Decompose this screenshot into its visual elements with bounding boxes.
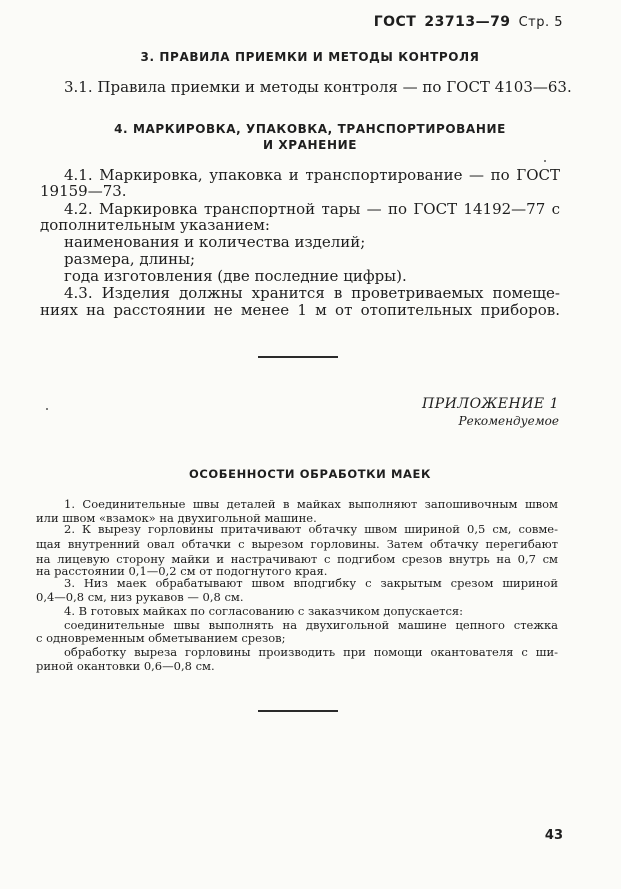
para-4-2-line2: дополнительным указанием: [40, 216, 270, 234]
appendix-note: Рекомендуемое [458, 414, 559, 428]
para-4-2-item1: наименования и количества изделий; [64, 233, 366, 251]
para-4-2-line1: 4.2. Маркировка транспортной тары — по ГОСТ 14192—77 с [64, 200, 560, 218]
para-4-1-line2: 19159—73. [40, 182, 127, 200]
para-4-2-item3: года изготовления (две последние цифры). [64, 267, 407, 285]
appendix-title: ОСОБЕННОСТИ ОБРАБОТКИ МАЕК [188, 467, 432, 481]
appendix-line: соединительные швы выполнять на двухигольной машине цепного стежка [64, 618, 558, 632]
appendix-line: 1. Соединительные швы деталей в майках выполняют запошивочным швом [64, 497, 558, 511]
appendix-line: щая внутренний овал обтачки с вырезом горловины. Затем обтачку перегибают [36, 537, 558, 551]
appendix-line: 4. В готовых майках по согласованию с заказчиком допускается: [64, 604, 464, 618]
separator-rule [258, 356, 338, 358]
para-4-2-item2: размера, длины; [64, 250, 196, 268]
para-4-3-line2: ниях на расстоянии не менее 1 м от отопительных приборов. [40, 301, 560, 319]
section-4-title-line2: И ХРАНЕНИЕ [262, 138, 358, 152]
page-header [374, 14, 563, 30]
appendix-line: 2. К вырезу горловины притачивают обтачку швом шириной 0,5 см, совме- [64, 522, 558, 536]
para-3-1: 3.1. Правила приемки и методы контроля — по ГОСТ 4103—63. [64, 78, 572, 96]
appendix-line: на расстоянии 0,1—0,2 см от подогнутого края. [36, 564, 328, 578]
separator-rule-bottom [258, 710, 338, 712]
appendix-line: или швом «взамок» на двухигольной машине. [36, 511, 317, 525]
header-standard: ГОСТ [373, 14, 417, 30]
appendix-label: ПРИЛОЖЕНИЕ 1 [422, 396, 559, 412]
appendix-line: с одновременным обметыванием срезов; [36, 631, 286, 645]
appendix-line: 3. Низ маек обрабатывают швом вподгибку с закрытым срезом шириной [64, 576, 558, 590]
header-number: 23713—79 [424, 14, 511, 30]
appendix-line: на лицевую сторону майки и настрачивают с подгибом срезов внутрь на 0,7 см [36, 552, 558, 566]
page-number: 43 [544, 828, 563, 843]
section-3-title: 3. ПРАВИЛА ПРИЕМКИ И МЕТОДЫ КОНТРОЛЯ [140, 50, 480, 64]
appendix-line: обработку выреза горловины производить при помощи окантователя с ши- [64, 645, 558, 659]
appendix-line: риной окантовки 0,6—0,8 см. [36, 659, 215, 673]
appendix-line: 0,4—0,8 см, низ рукавов — 0,8 см. [36, 590, 244, 604]
section-4-title-line1: 4. МАРКИРОВКА, УПАКОВКА, ТРАНСПОРТИРОВАНИЕ [114, 122, 506, 136]
scan-speck [544, 160, 546, 162]
para-4-1-line1: 4.1. Маркировка, упаковка и транспортирование — по ГОСТ [64, 166, 560, 184]
header-page: Стр. 5 [518, 15, 563, 30]
scan-speck [46, 408, 48, 410]
para-4-3-line1: 4.3. Изделия должны хранится в проветриваемых помеще- [64, 284, 560, 302]
